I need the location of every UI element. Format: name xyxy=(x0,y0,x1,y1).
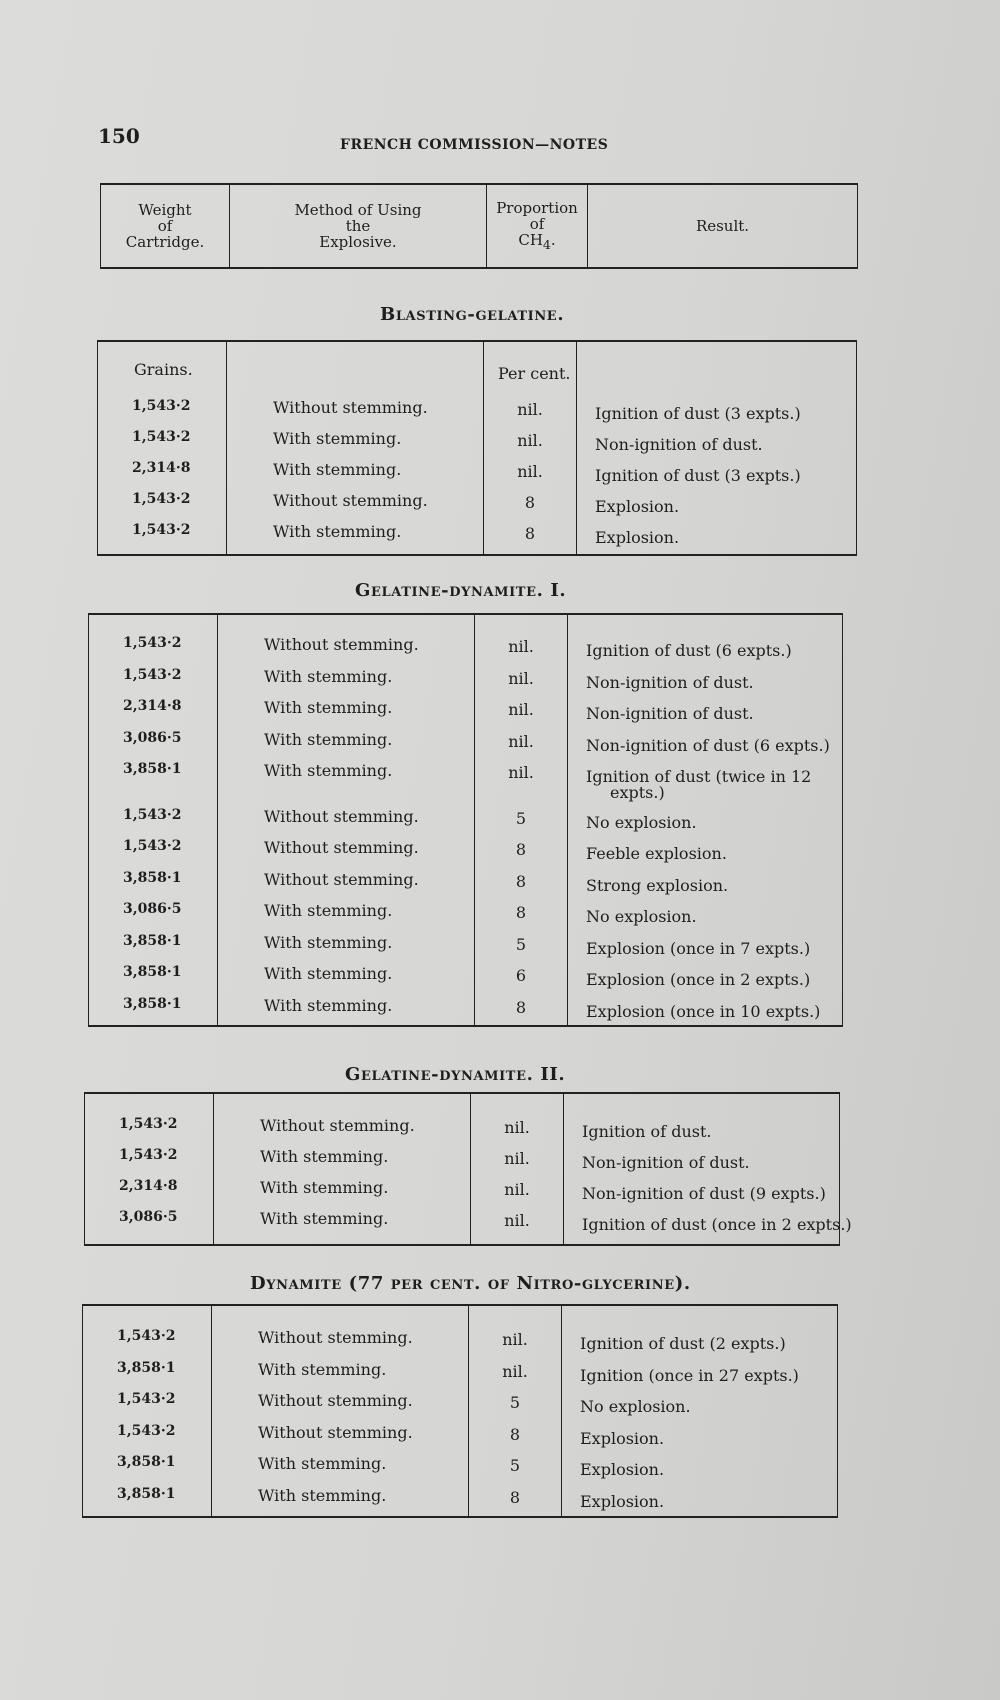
cell-method: Without stemming. xyxy=(264,635,419,654)
cell-proportion: 5 xyxy=(515,934,527,954)
cell-proportion: nil. xyxy=(504,1149,530,1168)
data-table xyxy=(82,1304,838,1518)
section-title: Gelatine-dynamite. II. xyxy=(345,1064,566,1085)
cell-method: Without stemming. xyxy=(273,491,428,510)
cell-weight: 1,543·2 xyxy=(123,635,182,651)
cell-weight: 1,543·2 xyxy=(123,838,182,854)
section-title: Dynamite (77 per cent. of Nitro-glycerine). xyxy=(250,1273,691,1294)
cell-result: Non-ignition of dust. xyxy=(586,672,754,692)
cell-proportion: 8 xyxy=(515,997,527,1017)
cell-result: Non-ignition of dust. xyxy=(582,1153,750,1172)
cell-proportion: 8 xyxy=(515,871,527,891)
cell-weight: 1,543·2 xyxy=(132,429,191,445)
cell-method: With stemming. xyxy=(264,666,393,686)
cell-proportion: 8 xyxy=(515,840,527,859)
cell-result: Ignition of dust (3 expts.) xyxy=(595,404,801,423)
method-column xyxy=(212,1306,469,1516)
cell-proportion: 8 xyxy=(515,903,527,922)
cell-proportion: nil. xyxy=(504,1180,530,1199)
section-title: Gelatine-dynamite. I. xyxy=(355,580,567,601)
cell-proportion: nil. xyxy=(502,1330,528,1349)
header-proportion-text: Proportion of $CH_4$. xyxy=(496,198,578,252)
result-column xyxy=(562,1306,838,1516)
cell-method: With stemming. xyxy=(264,761,393,780)
cell-result: Non-ignition of dust (6 expts.) xyxy=(586,735,830,755)
cell-method: With stemming. xyxy=(258,1359,387,1379)
cell-weight: 3,858·1 xyxy=(117,1454,176,1470)
cell-method: Without stemming. xyxy=(273,398,428,417)
cell-weight: 2,314·8 xyxy=(119,1178,178,1194)
cell-weight: 3,858·1 xyxy=(117,1485,176,1502)
cell-result-cont: expts.) xyxy=(610,783,665,802)
cell-method: Without stemming. xyxy=(260,1116,415,1135)
cell-weight: 1,543·2 xyxy=(132,522,191,538)
cell-proportion: 8 xyxy=(509,1424,521,1444)
cell-method: With stemming. xyxy=(264,901,393,920)
data-table xyxy=(88,613,843,1027)
units-grains: Grains. xyxy=(134,360,193,379)
cell-weight: 3,086·5 xyxy=(123,729,182,746)
section-title: Blasting-gelatine. xyxy=(380,304,565,325)
cell-proportion: nil. xyxy=(517,431,543,450)
cell-weight: 3,858·1 xyxy=(123,932,182,949)
column-header-table xyxy=(100,183,858,269)
cell-result: Explosion. xyxy=(595,528,680,547)
cell-result: Non-ignition of dust. xyxy=(586,704,754,723)
cell-proportion: nil. xyxy=(504,1211,530,1230)
cell-method: With stemming. xyxy=(273,522,402,541)
cell-weight: 3,858·1 xyxy=(123,869,182,886)
cell-method: Without stemming. xyxy=(258,1328,413,1347)
cell-method: With stemming. xyxy=(273,429,402,448)
units-per-cent: Per cent. xyxy=(498,364,571,383)
proportion-column xyxy=(469,1306,562,1516)
cell-proportion: 6 xyxy=(515,966,527,985)
cell-result: No explosion. xyxy=(580,1397,691,1416)
weight-column xyxy=(84,1094,214,1244)
cell-method: Without stemming. xyxy=(264,838,419,857)
cell-weight: 1,543·2 xyxy=(132,491,191,507)
cell-proportion: nil. xyxy=(508,731,534,751)
cell-method: Without stemming. xyxy=(264,806,419,826)
cell-weight: 3,858·1 xyxy=(123,964,182,980)
proportion-column xyxy=(484,342,577,554)
method-column xyxy=(218,615,475,1025)
header-weight: Weight of Cartridge. xyxy=(100,185,230,267)
cell-proportion: nil. xyxy=(508,637,534,656)
cell-proportion: nil. xyxy=(508,763,534,782)
cell-method: With stemming. xyxy=(264,995,393,1015)
cell-result: Explosion. xyxy=(580,1491,665,1511)
cell-method: With stemming. xyxy=(260,1209,389,1228)
cell-weight: 1,543·2 xyxy=(117,1422,176,1439)
cell-result: Ignition of dust (twice in 12 xyxy=(586,767,812,786)
cell-weight: 1,543·2 xyxy=(119,1147,178,1163)
cell-proportion: 8 xyxy=(524,493,536,512)
cell-result: Explosion (once in 7 expts.) xyxy=(586,938,811,958)
cell-method: With stemming. xyxy=(264,698,393,717)
cell-result: Ignition of dust (once in 2 expts.) xyxy=(582,1215,852,1234)
cell-weight: 1,543·2 xyxy=(119,1116,178,1132)
cell-method: With stemming. xyxy=(264,729,393,749)
cell-result: No explosion. xyxy=(586,812,697,832)
data-table xyxy=(97,340,857,556)
proportion-column xyxy=(475,615,568,1025)
cell-proportion: 5 xyxy=(509,1393,521,1412)
cell-proportion: nil. xyxy=(502,1361,528,1381)
result-column xyxy=(568,615,843,1025)
cell-proportion: 8 xyxy=(509,1487,521,1507)
result-column xyxy=(564,1094,852,1244)
proportion-column xyxy=(471,1094,564,1244)
cell-method: Without stemming. xyxy=(258,1391,413,1410)
cell-result: Explosion. xyxy=(580,1460,665,1479)
cell-method: With stemming. xyxy=(264,964,393,983)
cell-weight: 2,314·8 xyxy=(132,460,191,476)
header-proportion xyxy=(487,185,588,267)
cell-proportion: 8 xyxy=(524,524,536,543)
weight-column xyxy=(88,615,218,1025)
cell-result: Explosion (once in 2 expts.) xyxy=(586,970,811,989)
cell-result: Feeble explosion. xyxy=(586,844,727,863)
weight-column xyxy=(97,342,227,554)
cell-proportion: nil. xyxy=(504,1118,530,1137)
cell-result: Explosion. xyxy=(580,1428,665,1448)
cell-result: Non-ignition of dust. xyxy=(595,435,763,454)
header-method: Method of Using the Explosive. xyxy=(230,185,487,267)
cell-method: With stemming. xyxy=(260,1147,389,1166)
cell-result: Ignition of dust (3 expts.) xyxy=(595,466,801,485)
cell-result: Explosion (once in 10 expts.) xyxy=(586,1001,821,1021)
cell-proportion: 5 xyxy=(509,1456,521,1475)
header-result: Result. xyxy=(588,185,858,267)
running-head: FRENCH COMMISSION—NOTES xyxy=(340,137,609,153)
cell-method: With stemming. xyxy=(258,1454,387,1473)
cell-method: With stemming. xyxy=(264,932,393,952)
cell-method: Without stemming. xyxy=(264,869,419,889)
weight-column xyxy=(82,1306,212,1516)
method-column xyxy=(227,342,484,554)
cell-method: With stemming. xyxy=(260,1178,389,1197)
cell-method: With stemming. xyxy=(258,1485,387,1505)
cell-weight: 3,858·1 xyxy=(123,761,182,777)
method-column xyxy=(214,1094,471,1244)
cell-weight: 3,858·1 xyxy=(123,995,182,1012)
cell-proportion: nil. xyxy=(508,668,534,688)
cell-result: Ignition (once in 27 expts.) xyxy=(580,1365,799,1385)
cell-weight: 1,543·2 xyxy=(117,1328,176,1344)
cell-weight: 3,086·5 xyxy=(123,901,182,917)
cell-result: Ignition of dust (6 expts.) xyxy=(586,641,792,660)
cell-weight: 1,543·2 xyxy=(123,806,182,823)
cell-result: Ignition of dust. xyxy=(582,1122,712,1141)
cell-result: Ignition of dust (2 expts.) xyxy=(580,1334,786,1353)
cell-result: Explosion. xyxy=(595,497,680,516)
cell-proportion: nil. xyxy=(517,400,543,419)
cell-method: Without stemming. xyxy=(258,1422,413,1442)
cell-weight: 1,543·2 xyxy=(123,666,182,683)
cell-weight: 1,543·2 xyxy=(132,398,191,414)
cell-result: No explosion. xyxy=(586,907,697,926)
cell-proportion: nil. xyxy=(508,700,534,719)
result-column xyxy=(577,342,857,554)
cell-weight: 3,858·1 xyxy=(117,1359,176,1376)
cell-weight: 3,086·5 xyxy=(119,1209,178,1225)
cell-proportion: 5 xyxy=(515,808,527,828)
cell-weight: 2,314·8 xyxy=(123,698,182,714)
data-table xyxy=(84,1092,852,1246)
cell-result: Non-ignition of dust (9 expts.) xyxy=(582,1184,826,1203)
cell-method: With stemming. xyxy=(273,460,402,479)
cell-proportion: nil. xyxy=(517,462,543,481)
cell-result: Strong explosion. xyxy=(586,875,729,895)
page-number: 150 xyxy=(98,124,140,148)
cell-weight: 1,543·2 xyxy=(117,1391,176,1407)
